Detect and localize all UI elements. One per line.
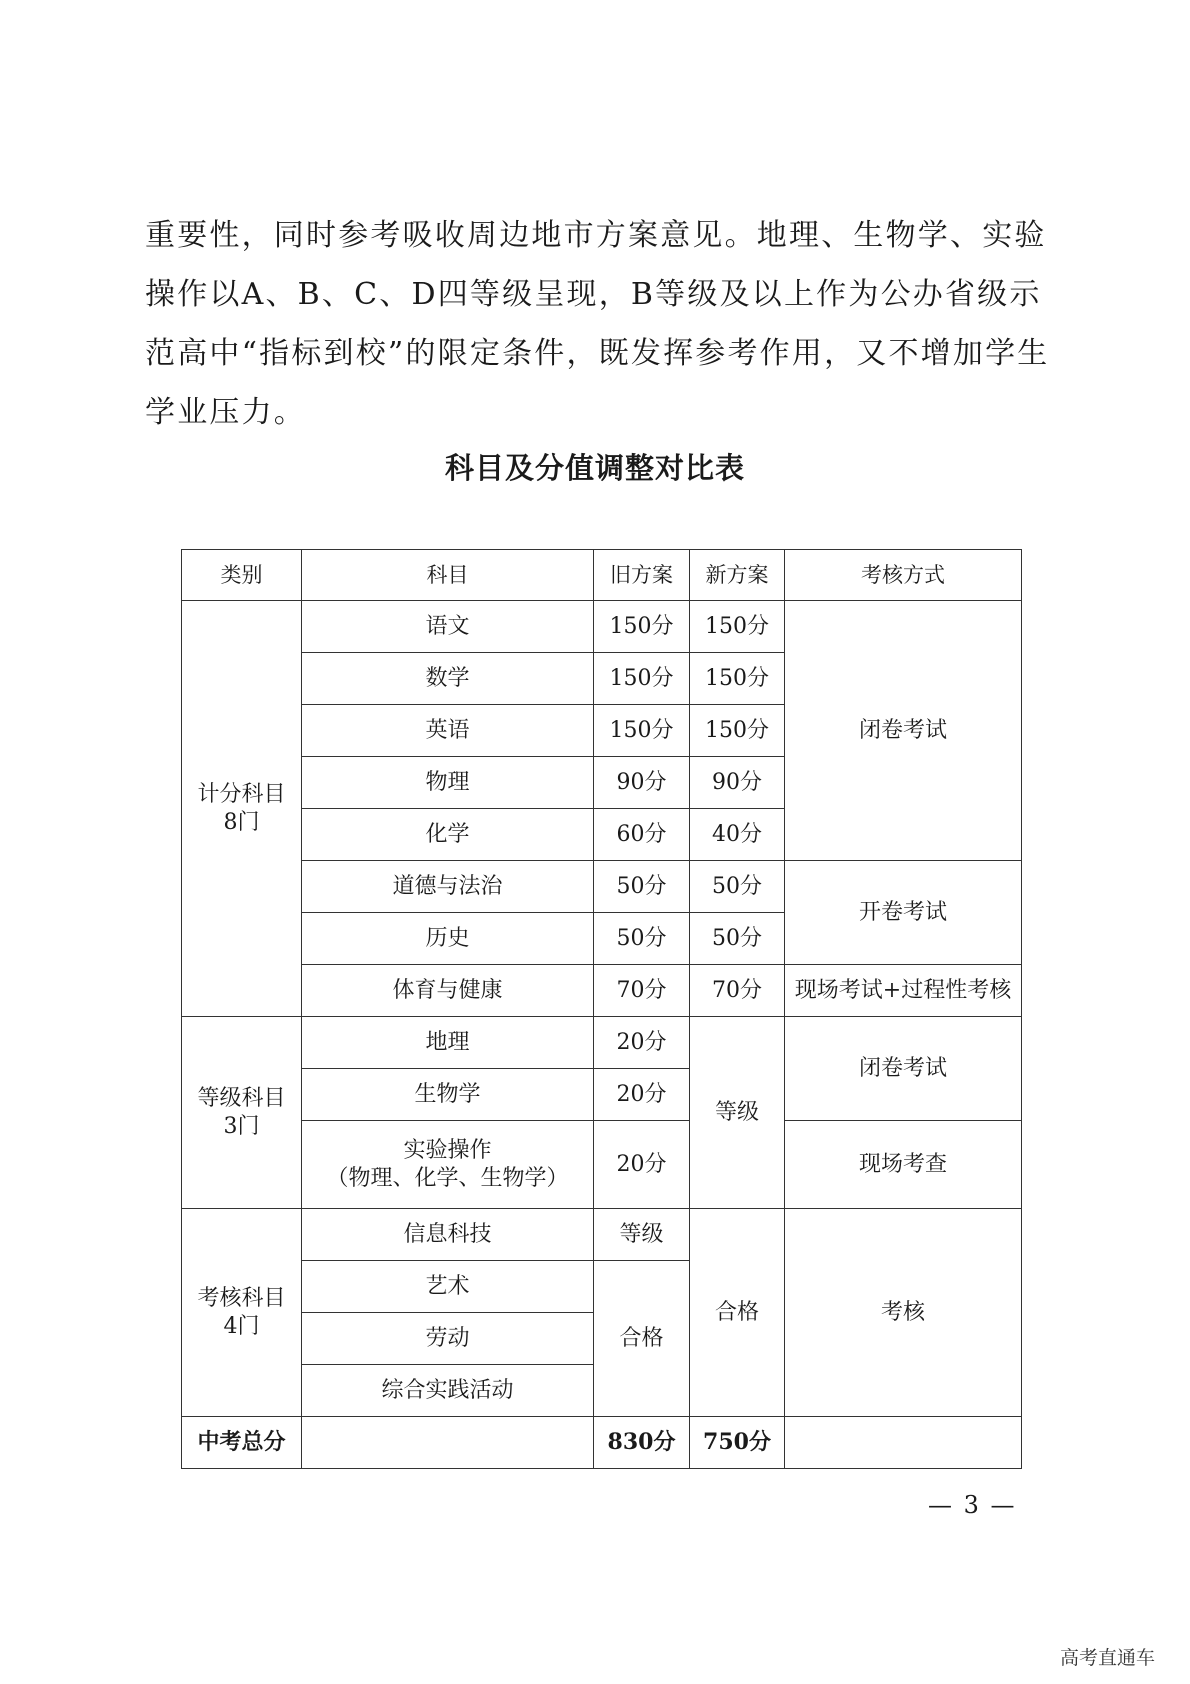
subject-cell: 劳动 <box>302 1313 594 1365</box>
old-score-cell: 90分 <box>594 757 690 809</box>
old-score-cell: 150分 <box>594 653 690 705</box>
subject-cell: 英语 <box>302 705 594 757</box>
old-score-cell: 合格 <box>594 1261 690 1417</box>
table-row <box>182 601 1022 653</box>
old-score-cell: 20分 <box>594 1017 690 1069</box>
total-row <box>182 1417 1022 1469</box>
total-subject-cell <box>302 1417 594 1469</box>
total-label: 中考总分 <box>182 1417 302 1469</box>
paragraph-line: 学业压力。 <box>145 395 306 430</box>
total-old-score: 830分 <box>594 1417 690 1469</box>
table-title: 科目及分值调整对比表 <box>444 451 745 485</box>
watermark-text: 高考直通车 <box>1060 1647 1156 1669</box>
new-score-cell: 90分 <box>690 757 785 809</box>
subject-cell: 历史 <box>302 913 594 965</box>
subject-cell: 综合实践活动 <box>302 1365 594 1417</box>
table-row <box>182 1121 1022 1209</box>
method-cell: 开卷考试 <box>785 861 1022 965</box>
body-paragraph <box>145 206 1050 442</box>
old-score-cell: 50分 <box>594 861 690 913</box>
paragraph-line: 范高中“指标到校”的限定条件，既发挥参考作用，又不增加学生 <box>145 336 1050 371</box>
category-count: 3门 <box>223 1113 260 1139</box>
old-score-cell: 70分 <box>594 965 690 1017</box>
page-number: — 3 — <box>928 1491 1017 1519</box>
category-count: 4门 <box>223 1313 260 1339</box>
new-score-cell: 150分 <box>690 705 785 757</box>
new-score-cell: 150分 <box>690 601 785 653</box>
category-cell <box>182 1017 302 1209</box>
category-name: 等级科目 <box>197 1086 286 1111</box>
table-row <box>182 861 1022 913</box>
method-cell: 现场考试+过程性考核 <box>785 965 1022 1017</box>
paragraph-line: 操作以A、B、C、D四等级呈现，B等级及以上作为公办省级示 <box>145 277 1042 312</box>
table-header-row <box>182 550 1022 601</box>
header-category: 类别 <box>182 550 302 601</box>
method-cell: 现场考查 <box>785 1121 1022 1209</box>
category-cell <box>182 601 302 1017</box>
subject-cell: 物理 <box>302 757 594 809</box>
category-cell <box>182 1209 302 1417</box>
subject-cell <box>302 1121 594 1209</box>
table-row <box>182 1209 1022 1261</box>
subject-cell: 体育与健康 <box>302 965 594 1017</box>
old-score-cell: 150分 <box>594 705 690 757</box>
header-old-plan: 旧方案 <box>594 550 690 601</box>
method-cell: 闭卷考试 <box>785 601 1022 861</box>
new-score-cell: 50分 <box>690 861 785 913</box>
subject-note: （物理、化学、生物学） <box>326 1165 569 1191</box>
header-new-plan: 新方案 <box>690 550 785 601</box>
new-score-cell: 50分 <box>690 913 785 965</box>
old-score-cell: 20分 <box>594 1069 690 1121</box>
total-new-score: 750分 <box>690 1417 785 1469</box>
table-row <box>182 965 1022 1017</box>
old-score-cell: 20分 <box>594 1121 690 1209</box>
category-name: 考核科目 <box>197 1286 286 1311</box>
comparison-table <box>181 549 1022 1469</box>
header-subject: 科目 <box>302 550 594 601</box>
old-score-cell: 60分 <box>594 809 690 861</box>
subject-cell: 信息科技 <box>302 1209 594 1261</box>
new-score-cell: 等级 <box>690 1017 785 1209</box>
subject-name: 实验操作 <box>403 1138 492 1163</box>
subject-cell: 道德与法治 <box>302 861 594 913</box>
category-name: 计分科目 <box>197 782 286 807</box>
subject-cell: 化学 <box>302 809 594 861</box>
new-score-cell: 合格 <box>690 1209 785 1417</box>
old-score-cell: 50分 <box>594 913 690 965</box>
subject-cell: 生物学 <box>302 1069 594 1121</box>
category-count: 8门 <box>223 809 260 835</box>
subject-cell: 地理 <box>302 1017 594 1069</box>
method-cell: 闭卷考试 <box>785 1017 1022 1121</box>
old-score-cell: 等级 <box>594 1209 690 1261</box>
subject-cell: 艺术 <box>302 1261 594 1313</box>
new-score-cell: 40分 <box>690 809 785 861</box>
subject-cell: 数学 <box>302 653 594 705</box>
old-score-cell: 150分 <box>594 601 690 653</box>
subject-cell: 语文 <box>302 601 594 653</box>
total-method-cell <box>785 1417 1022 1469</box>
header-assessment-method: 考核方式 <box>785 550 1022 601</box>
paragraph-line: 重要性，同时参考吸收周边地市方案意见。地理、生物学、实验 <box>145 218 1047 253</box>
table-row <box>182 1017 1022 1069</box>
new-score-cell: 70分 <box>690 965 785 1017</box>
method-cell: 考核 <box>785 1209 1022 1417</box>
new-score-cell: 150分 <box>690 653 785 705</box>
